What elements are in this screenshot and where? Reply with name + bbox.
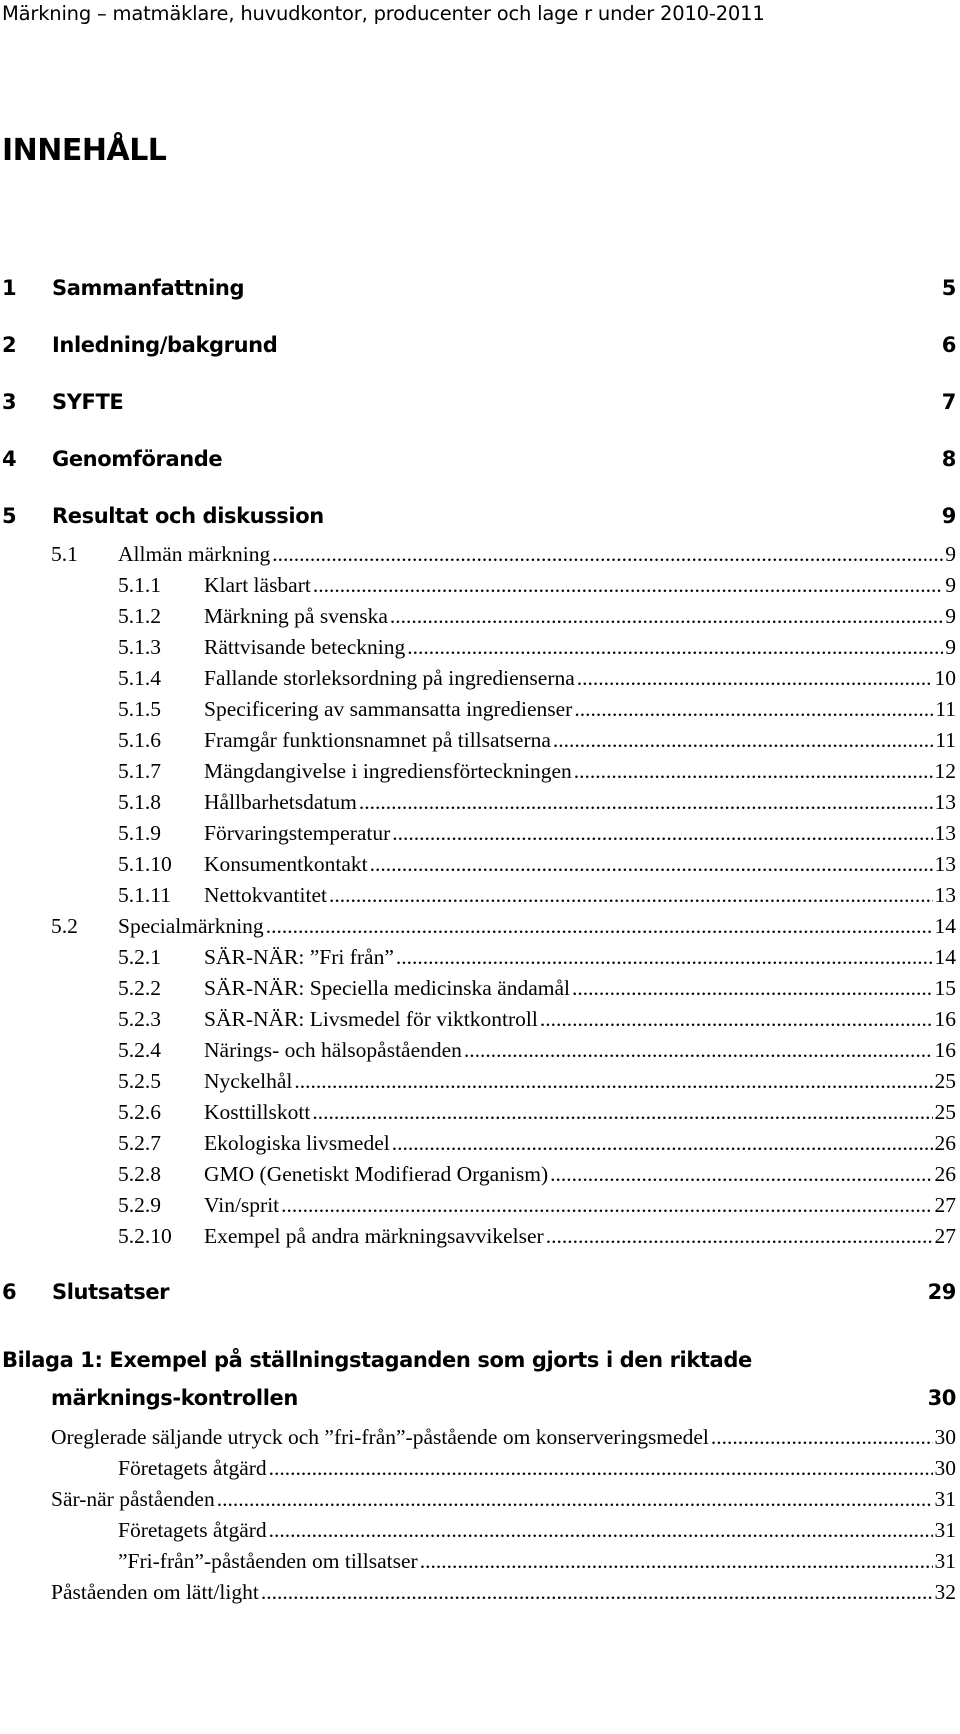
dot-leader bbox=[390, 604, 943, 629]
dot-leader bbox=[313, 573, 943, 598]
toc-entry-5-1-11[interactable] bbox=[118, 883, 956, 908]
bilaga-entry[interactable] bbox=[118, 1518, 956, 1543]
toc-entry-5-2-6[interactable] bbox=[118, 1100, 956, 1125]
toc-title: Påståenden om lätt/light bbox=[51, 1580, 259, 1604]
toc-entry-5-2-9[interactable] bbox=[118, 1193, 956, 1218]
toc-page: 11 bbox=[935, 728, 956, 752]
dot-leader bbox=[572, 976, 932, 1001]
toc-page: 26 bbox=[934, 1162, 956, 1186]
toc-number: 5.1.9 bbox=[118, 821, 161, 845]
toc-page: 14 bbox=[934, 914, 956, 938]
toc-number: 2 bbox=[2, 333, 17, 357]
toc-entry-5-1-9[interactable] bbox=[118, 821, 956, 846]
toc-entry-6[interactable] bbox=[2, 1280, 956, 1304]
toc-page: 32 bbox=[934, 1580, 956, 1604]
toc-title: Specialmärkning bbox=[118, 914, 264, 938]
toc-title: Nyckelhål bbox=[204, 1069, 293, 1093]
toc-page: 8 bbox=[941, 447, 956, 471]
toc-page: 26 bbox=[934, 1131, 956, 1155]
toc-page: 9 bbox=[945, 573, 956, 597]
toc-number: 5.1 bbox=[51, 542, 78, 566]
toc-number: 5.1.3 bbox=[118, 635, 161, 659]
dot-leader bbox=[392, 1131, 933, 1156]
toc-page: 30 bbox=[927, 1386, 956, 1410]
toc-page: 16 bbox=[934, 1038, 956, 1062]
toc-entry-5-1-3[interactable] bbox=[118, 635, 956, 660]
toc-page: 9 bbox=[945, 542, 956, 566]
toc-number: 5.2.9 bbox=[118, 1193, 161, 1217]
toc-entry-5[interactable] bbox=[2, 504, 956, 528]
toc-title: Sär-när påståenden bbox=[51, 1487, 215, 1511]
toc-number: 5.2.5 bbox=[118, 1069, 161, 1093]
dot-leader bbox=[464, 1038, 933, 1063]
toc-title: Vin/sprit bbox=[204, 1193, 280, 1217]
toc-number: 5.1.4 bbox=[118, 666, 161, 690]
dot-leader bbox=[294, 1069, 932, 1094]
toc-title: Förvaringstemperatur bbox=[204, 821, 391, 845]
toc-page: 31 bbox=[934, 1487, 956, 1511]
toc-title: Mängdangivelse i ingrediensförteckningen bbox=[204, 759, 572, 783]
toc-number: 5 bbox=[2, 504, 17, 528]
toc-page: 13 bbox=[934, 883, 956, 907]
toc-title: Inledning/bakgrund bbox=[52, 333, 278, 357]
bilaga-entry[interactable] bbox=[51, 1487, 956, 1512]
bilaga-heading-line1[interactable] bbox=[2, 1348, 956, 1372]
toc-page: 14 bbox=[934, 945, 956, 969]
toc-entry-3[interactable] bbox=[2, 390, 956, 414]
dot-leader bbox=[269, 1456, 933, 1481]
toc-title: SÄR-NÄR: Livsmedel för viktkontroll bbox=[204, 1007, 538, 1031]
toc-page: 27 bbox=[934, 1193, 956, 1217]
toc-entry-5-2-2[interactable] bbox=[118, 976, 956, 1001]
dot-leader bbox=[281, 1193, 932, 1218]
dot-leader bbox=[546, 1224, 933, 1249]
toc-title: Märkning på svenska bbox=[204, 604, 388, 628]
toc-page: 30 bbox=[934, 1425, 956, 1449]
toc-number: 5.1.10 bbox=[118, 852, 172, 876]
toc-page: 13 bbox=[934, 852, 956, 876]
toc-number: 5.2.1 bbox=[118, 945, 161, 969]
toc-page: 9 bbox=[945, 604, 956, 628]
toc-entry-1[interactable] bbox=[2, 276, 956, 300]
toc-page: 25 bbox=[934, 1069, 956, 1093]
toc-page: 12 bbox=[934, 759, 956, 783]
toc-number: 5.1.5 bbox=[118, 697, 161, 721]
toc-page: 16 bbox=[934, 1007, 956, 1031]
toc-page: 31 bbox=[934, 1518, 956, 1542]
toc-entry-5-2-10[interactable] bbox=[118, 1224, 956, 1249]
toc-title: ”Fri-från”-påståenden om tillsatser bbox=[118, 1549, 418, 1573]
toc-number: 5.2.3 bbox=[118, 1007, 161, 1031]
toc-title: Oreglerade säljande utryck och ”fri-från”-påstående om konserveringsmedel bbox=[51, 1425, 709, 1449]
dot-leader bbox=[392, 821, 932, 846]
toc-page: 11 bbox=[935, 697, 956, 721]
toc-page: 13 bbox=[934, 821, 956, 845]
dot-leader bbox=[272, 542, 943, 567]
toc-page: 30 bbox=[934, 1456, 956, 1480]
dot-leader bbox=[396, 945, 933, 970]
dot-leader bbox=[574, 697, 933, 722]
toc-number: 1 bbox=[2, 276, 17, 300]
dot-leader bbox=[540, 1007, 933, 1032]
running-header: Märkning – matmäklare, huvudkontor, producenter och lage r under 2010-2011 bbox=[2, 2, 765, 25]
toc-entry-5-1-2[interactable] bbox=[118, 604, 956, 629]
bilaga-entry[interactable] bbox=[51, 1580, 956, 1605]
toc-entry-5-2[interactable] bbox=[51, 914, 956, 939]
toc-title: Företagets åtgärd bbox=[118, 1518, 267, 1542]
toc-number: 5.1.6 bbox=[118, 728, 161, 752]
toc-entry-5-1-4[interactable] bbox=[118, 666, 956, 691]
toc-entry-5-2-7[interactable] bbox=[118, 1131, 956, 1156]
toc-number: 5.2.4 bbox=[118, 1038, 161, 1062]
toc-title: Genomförande bbox=[52, 447, 223, 471]
toc-entry-5-2-3[interactable] bbox=[118, 1007, 956, 1032]
toc-page: 7 bbox=[941, 390, 956, 414]
dot-leader bbox=[574, 759, 933, 784]
toc-number: 5.2.7 bbox=[118, 1131, 161, 1155]
toc-page: 27 bbox=[934, 1224, 956, 1248]
toc-title: Slutsatser bbox=[52, 1280, 170, 1304]
toc-title: Fallande storleksordning på ingredienserna bbox=[204, 666, 575, 690]
toc-entry-5-1[interactable] bbox=[51, 542, 956, 567]
toc-page: 9 bbox=[945, 635, 956, 659]
toc-entry-5-2-8[interactable] bbox=[118, 1162, 956, 1187]
toc-title: Resultat och diskussion bbox=[52, 504, 324, 528]
toc-number: 3 bbox=[2, 390, 17, 414]
dot-leader bbox=[553, 728, 933, 753]
toc-number: 5.1.1 bbox=[118, 573, 161, 597]
toc-page: 25 bbox=[934, 1100, 956, 1124]
toc-page: 29 bbox=[927, 1280, 956, 1304]
dot-leader bbox=[550, 1162, 932, 1187]
toc-number: 5.2.6 bbox=[118, 1100, 161, 1124]
toc-title: Exempel på andra märkningsavvikelser bbox=[204, 1224, 544, 1248]
toc-title: Nettokvantitet bbox=[204, 883, 327, 907]
toc-page: 5 bbox=[941, 276, 956, 300]
bilaga-heading-line2[interactable] bbox=[51, 1386, 956, 1410]
dot-leader bbox=[370, 852, 933, 877]
toc-title: Framgår funktionsnamnet på tillsatserna bbox=[204, 728, 551, 752]
toc-number: 4 bbox=[2, 447, 17, 471]
toc-entry-5-1-6[interactable] bbox=[118, 728, 956, 753]
toc-entry-2[interactable] bbox=[2, 333, 956, 357]
page-title: INNEHÅLL bbox=[2, 133, 167, 168]
toc-number: 5.1.8 bbox=[118, 790, 161, 814]
toc-title: Allmän märkning bbox=[118, 542, 271, 566]
toc-number: 5.1.2 bbox=[118, 604, 161, 628]
toc-title: SÄR-NÄR: ”Fri från” bbox=[204, 945, 394, 969]
toc-entry-5-1-7[interactable] bbox=[118, 759, 956, 784]
toc-title: Närings- och hälsopåståenden bbox=[204, 1038, 462, 1062]
toc-entry-5-1-1[interactable] bbox=[118, 573, 956, 598]
toc-title: Hållbarhetsdatum bbox=[204, 790, 357, 814]
toc-title: Företagets åtgärd bbox=[118, 1456, 267, 1480]
toc-title: SYFTE bbox=[52, 390, 124, 414]
toc-number: 5.2 bbox=[51, 914, 78, 938]
dot-leader bbox=[407, 635, 943, 660]
toc-title: Klart läsbart bbox=[204, 573, 311, 597]
toc-number: 5.2.8 bbox=[118, 1162, 161, 1186]
toc-title: Sammanfattning bbox=[52, 276, 245, 300]
dot-leader bbox=[261, 1580, 933, 1605]
toc-number: 5.1.11 bbox=[118, 883, 171, 907]
dot-leader bbox=[217, 1487, 933, 1512]
bilaga-entry[interactable] bbox=[118, 1456, 956, 1481]
toc-page: 15 bbox=[934, 976, 956, 1000]
toc-page: 9 bbox=[941, 504, 956, 528]
toc-title: Konsumentkontakt bbox=[204, 852, 368, 876]
toc-title: Ekologiska livsmedel bbox=[204, 1131, 390, 1155]
toc-entry-5-1-5[interactable] bbox=[118, 697, 956, 722]
toc-number: 5.2.10 bbox=[118, 1224, 172, 1248]
toc-title: Kosttillskott bbox=[204, 1100, 311, 1124]
toc-page: 10 bbox=[934, 666, 956, 690]
dot-leader bbox=[359, 790, 933, 815]
toc-number: 5.2.2 bbox=[118, 976, 161, 1000]
toc-title: SÄR-NÄR: Speciella medicinska ändamål bbox=[204, 976, 571, 1000]
toc-entry-5-2-4[interactable] bbox=[118, 1038, 956, 1063]
bilaga-entry[interactable] bbox=[118, 1549, 956, 1574]
toc-title: Rättvisande beteckning bbox=[204, 635, 406, 659]
dot-leader bbox=[329, 883, 933, 908]
dot-leader bbox=[312, 1100, 932, 1125]
toc-entry-5-1-8[interactable] bbox=[118, 790, 956, 815]
bilaga-title-cont: märknings-kontrollen bbox=[51, 1386, 298, 1410]
toc-entry-5-2-5[interactable] bbox=[118, 1069, 956, 1094]
bilaga-title: Bilaga 1: Exempel på ställningstaganden som gjorts i den riktade bbox=[2, 1348, 752, 1372]
dot-leader bbox=[266, 914, 933, 939]
dot-leader bbox=[420, 1549, 933, 1574]
toc-title: GMO (Genetiskt Modifierad Organism) bbox=[204, 1162, 549, 1186]
toc-page: 31 bbox=[934, 1549, 956, 1573]
toc-entry-5-1-10[interactable] bbox=[118, 852, 956, 877]
dot-leader bbox=[711, 1425, 933, 1450]
toc-page: 6 bbox=[941, 333, 956, 357]
dot-leader bbox=[577, 666, 933, 691]
toc-number: 6 bbox=[2, 1280, 17, 1304]
toc-number: 5.1.7 bbox=[118, 759, 161, 783]
toc-entry-5-2-1[interactable] bbox=[118, 945, 956, 970]
bilaga-entry[interactable] bbox=[51, 1425, 956, 1450]
toc-title: Specificering av sammansatta ingredienser bbox=[204, 697, 573, 721]
toc-page: 13 bbox=[934, 790, 956, 814]
toc-entry-4[interactable] bbox=[2, 447, 956, 471]
dot-leader bbox=[269, 1518, 933, 1543]
